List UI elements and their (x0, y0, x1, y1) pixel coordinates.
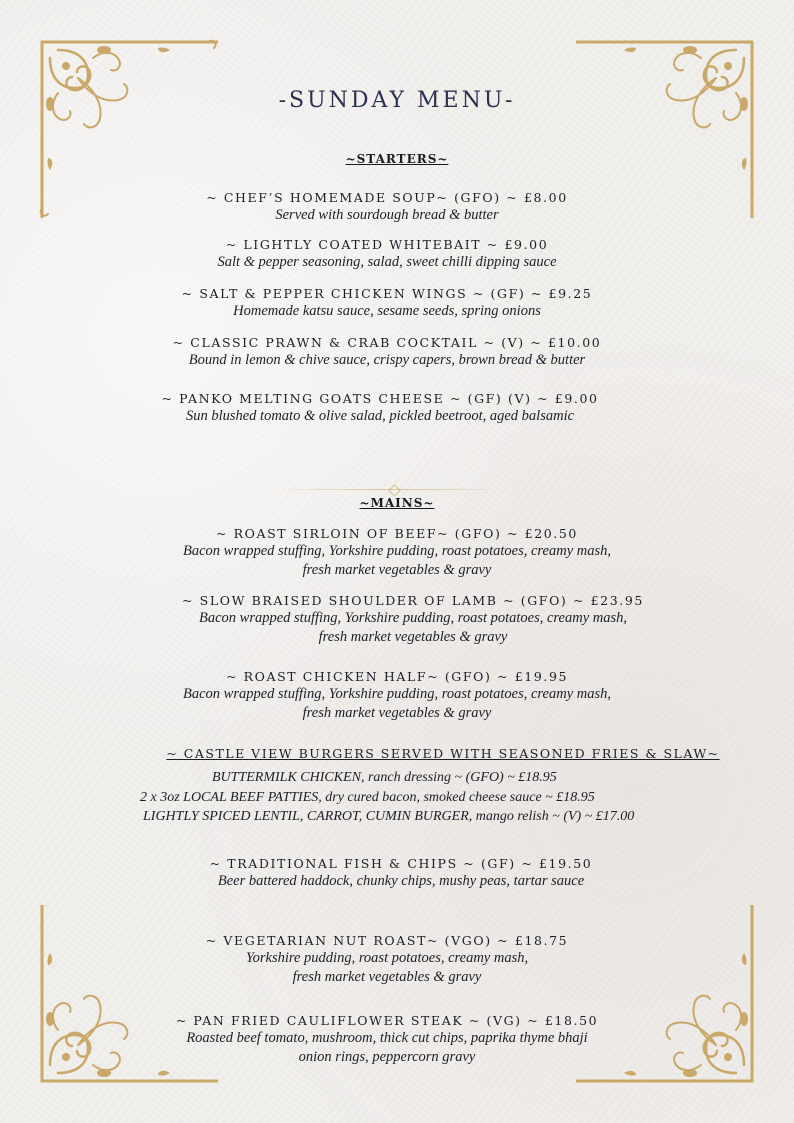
menu-item (0, 390, 777, 426)
burger-line: 2 x 3oz LOCAL BEEF PATTIES, dry cured bacon, smoked cheese sauce ~ £18.95 (140, 790, 595, 805)
menu-item (16, 592, 794, 647)
item-name: ~ SLOW BRAISED SHOULDER OF LAMB ~ (GFO) ~ £23.95 (182, 593, 644, 608)
item-description: Homemade katsu sauce, sesame seeds, spring onions (233, 303, 541, 319)
menu-item (4, 855, 794, 891)
item-description: fresh market vegetables & gravy (292, 969, 482, 985)
menu-item (0, 525, 794, 580)
item-description: Bacon wrapped stuffing, Yorkshire pudding, roast potatoes, creamy mash, (182, 686, 611, 702)
item-description: Bacon wrapped stuffing, Yorkshire pudding, roast potatoes, creamy mash, (182, 543, 611, 559)
divider-ornament-icon (388, 484, 401, 497)
item-name: ~ LIGHTLY COATED WHITEBAIT ~ £9.00 (225, 237, 549, 252)
item-name: ~ SALT & PEPPER CHICKEN WINGS ~ (GF) ~ £9.25 (181, 286, 593, 301)
menu-item (0, 932, 784, 987)
menu-item (0, 334, 784, 370)
menu-item (0, 668, 794, 723)
item-description: Sun blushed tomato & olive salad, pickled beetroot, aged balsamic (185, 408, 575, 424)
item-description: Roasted beef tomato, mushroom, thick cut chips, paprika thyme bhaji (186, 1030, 588, 1046)
item-name: ~ ROAST SIRLOIN OF BEEF~ (GFO) ~ £20.50 (216, 526, 578, 541)
burgers-heading: ~ CASTLE VIEW BURGERS SERVED WITH SEASONED FRIES & SLAW~ (166, 746, 720, 761)
item-description: fresh market vegetables & gravy (302, 562, 492, 578)
item-description: Bound in lemon & chive sauce, crispy capers, brown bread & butter (188, 352, 586, 368)
item-description: Served with sourdough bread & butter (275, 207, 499, 223)
item-description: onion rings, peppercorn gravy (298, 1049, 476, 1065)
menu-item (0, 1012, 784, 1067)
starters-heading: ~STARTERS~ (345, 152, 449, 166)
item-name: ~ VEGETARIAN NUT ROAST~ (VGO) ~ £18.75 (205, 933, 569, 948)
burger-line: LIGHTLY SPICED LENTIL, CARROT, CUMIN BURGER, mango relish ~ (V) ~ £17.00 (143, 809, 635, 824)
mains-heading: ~MAINS~ (359, 496, 435, 510)
item-name: ~ PAN FRIED CAULIFLOWER STEAK ~ (VG) ~ £18.50 (175, 1013, 599, 1028)
item-name: ~ CLASSIC PRAWN & CRAB COCKTAIL ~ (V) ~ £10.00 (172, 335, 602, 350)
item-name: ~ TRADITIONAL FISH & CHIPS ~ (GF) ~ £19.50 (209, 856, 593, 871)
item-name: ~ ROAST CHICKEN HALF~ (GFO) ~ £19.95 (225, 669, 569, 684)
item-description: Yorkshire pudding, roast potatoes, creamy mash, (245, 950, 529, 966)
item-description: Bacon wrapped stuffing, Yorkshire pudding, roast potatoes, creamy mash, (198, 610, 627, 626)
item-description: Beer battered haddock, chunky chips, mushy peas, tartar sauce (217, 873, 585, 889)
item-description: Salt & pepper seasoning, salad, sweet chilli dipping sauce (217, 254, 557, 270)
menu-title: -SUNDAY MENU- (278, 88, 516, 113)
item-description: fresh market vegetables & gravy (318, 629, 508, 645)
menu-item (0, 236, 784, 272)
menu-item (0, 285, 784, 321)
menu-item (0, 189, 784, 225)
item-description: fresh market vegetables & gravy (302, 705, 492, 721)
burger-line: BUTTERMILK CHICKEN, ranch dressing ~ (GFO) ~ £18.95 (212, 770, 557, 785)
item-name: ~ PANKO MELTING GOATS CHEESE ~ (GF) (V) ~ £9.00 (161, 391, 599, 406)
item-name: ~ CHEF’S HOMEMADE SOUP~ (GFO) ~ £8.00 (206, 190, 568, 205)
